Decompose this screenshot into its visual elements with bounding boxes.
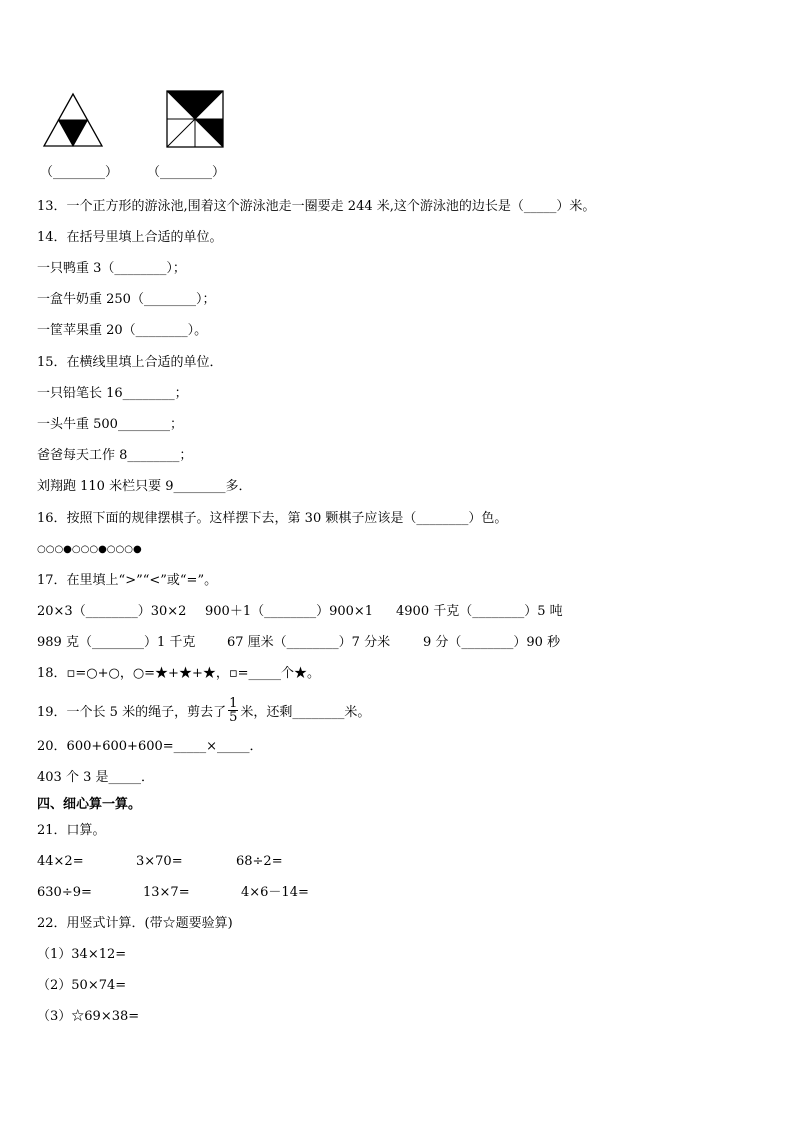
fraction [228, 697, 238, 724]
question-20-line-1[interactable]: 20．600+600+600=_____×_____． [37, 739, 263, 754]
fraction-numerator: 1 [229, 696, 238, 711]
question-15-item[interactable]: 爸爸每天工作 8________； [37, 448, 193, 463]
vertical-calc-item: （2）50×74= [37, 978, 127, 993]
question-14-item[interactable]: 一筐苹果重 20（________）。 [37, 323, 208, 338]
figures-row [40, 88, 340, 148]
oral-calc-item: 630÷9= [37, 885, 92, 900]
compare-item[interactable]: 20×3（________）30×2 [37, 604, 187, 619]
triangle-figure [42, 92, 104, 148]
question-15-item[interactable]: 刘翔跑 110 米栏只要 9________多． [37, 479, 252, 494]
vertical-calc-item: （1）34×12= [37, 947, 127, 962]
oral-calc-item: 44×2= [37, 854, 84, 869]
question-21-title: 21．口算。 [37, 823, 106, 838]
vertical-calc-item: （3）☆69×38= [37, 1009, 140, 1024]
question-14-title: 14．在括号里填上合适的单位。 [37, 230, 223, 245]
question-21-row-1 [37, 853, 283, 873]
figure-1-blank[interactable]: （________） [40, 165, 119, 180]
oral-calc-item: 3×70= [136, 854, 183, 869]
question-22-title: 22．用竖式计算．(带☆题要验算) [37, 916, 233, 931]
oral-calc-item: 68÷2= [236, 854, 283, 869]
question-20-line-2[interactable]: 403 个 3 是_____． [37, 770, 154, 785]
chess-pattern: ○○○●○○○●○○○● [37, 544, 142, 555]
compare-item[interactable]: 9 分（________）90 秒 [423, 635, 561, 650]
question-15-item[interactable]: 一只铅笔长 16________； [37, 386, 188, 401]
question-15-title: 15．在横线里填上合适的单位． [37, 355, 223, 370]
question-16-title: 16．按照下面的规律摆棋子。这样摆下去，第 30 颗棋子应该是（________）色。 [37, 511, 508, 526]
fraction-denominator: 5 [229, 710, 238, 725]
question-17-row-2 [37, 634, 560, 654]
question-19-text-after[interactable]: 米，还剩________米。 [240, 705, 371, 720]
oral-calc-item: 13×7= [143, 885, 190, 900]
question-13: 13．一个正方形的游泳池,围着这个游泳池走一圈要走 244 米,这个游泳池的边长是（_____）米。 [37, 199, 596, 214]
figure-2-blank[interactable]: （________） [147, 165, 226, 180]
question-19 [37, 696, 370, 730]
compare-item[interactable]: 4900 千克（________）5 吨 [396, 604, 563, 619]
section-4-heading: 四、细心算一算。 [37, 797, 142, 812]
oral-calc-item: 4×6－14= [241, 885, 309, 900]
question-15-item[interactable]: 一头牛重 500________； [37, 417, 183, 432]
question-17-row-1 [37, 603, 563, 623]
compare-item[interactable]: 989 克（________）1 千克 [37, 635, 196, 650]
question-21-row-2 [37, 884, 309, 904]
compare-item[interactable]: 67 厘米（________）7 分米 [227, 635, 391, 650]
question-17-title: 17．在里填上“>”“<”或“=”。 [37, 573, 218, 588]
square-figure [166, 90, 224, 148]
question-18[interactable]: 18．▫=○+○，○=★+★+★，▫=_____个★。 [37, 666, 321, 681]
question-19-text: 19．一个长 5 米的绳子，剪去了 [37, 705, 227, 720]
question-14-item[interactable]: 一盒牛奶重 250（________）； [37, 292, 216, 307]
compare-item[interactable]: 900＋1（________）900×1 [205, 604, 374, 619]
question-14-item[interactable]: 一只鸭重 3（________）； [37, 261, 186, 276]
